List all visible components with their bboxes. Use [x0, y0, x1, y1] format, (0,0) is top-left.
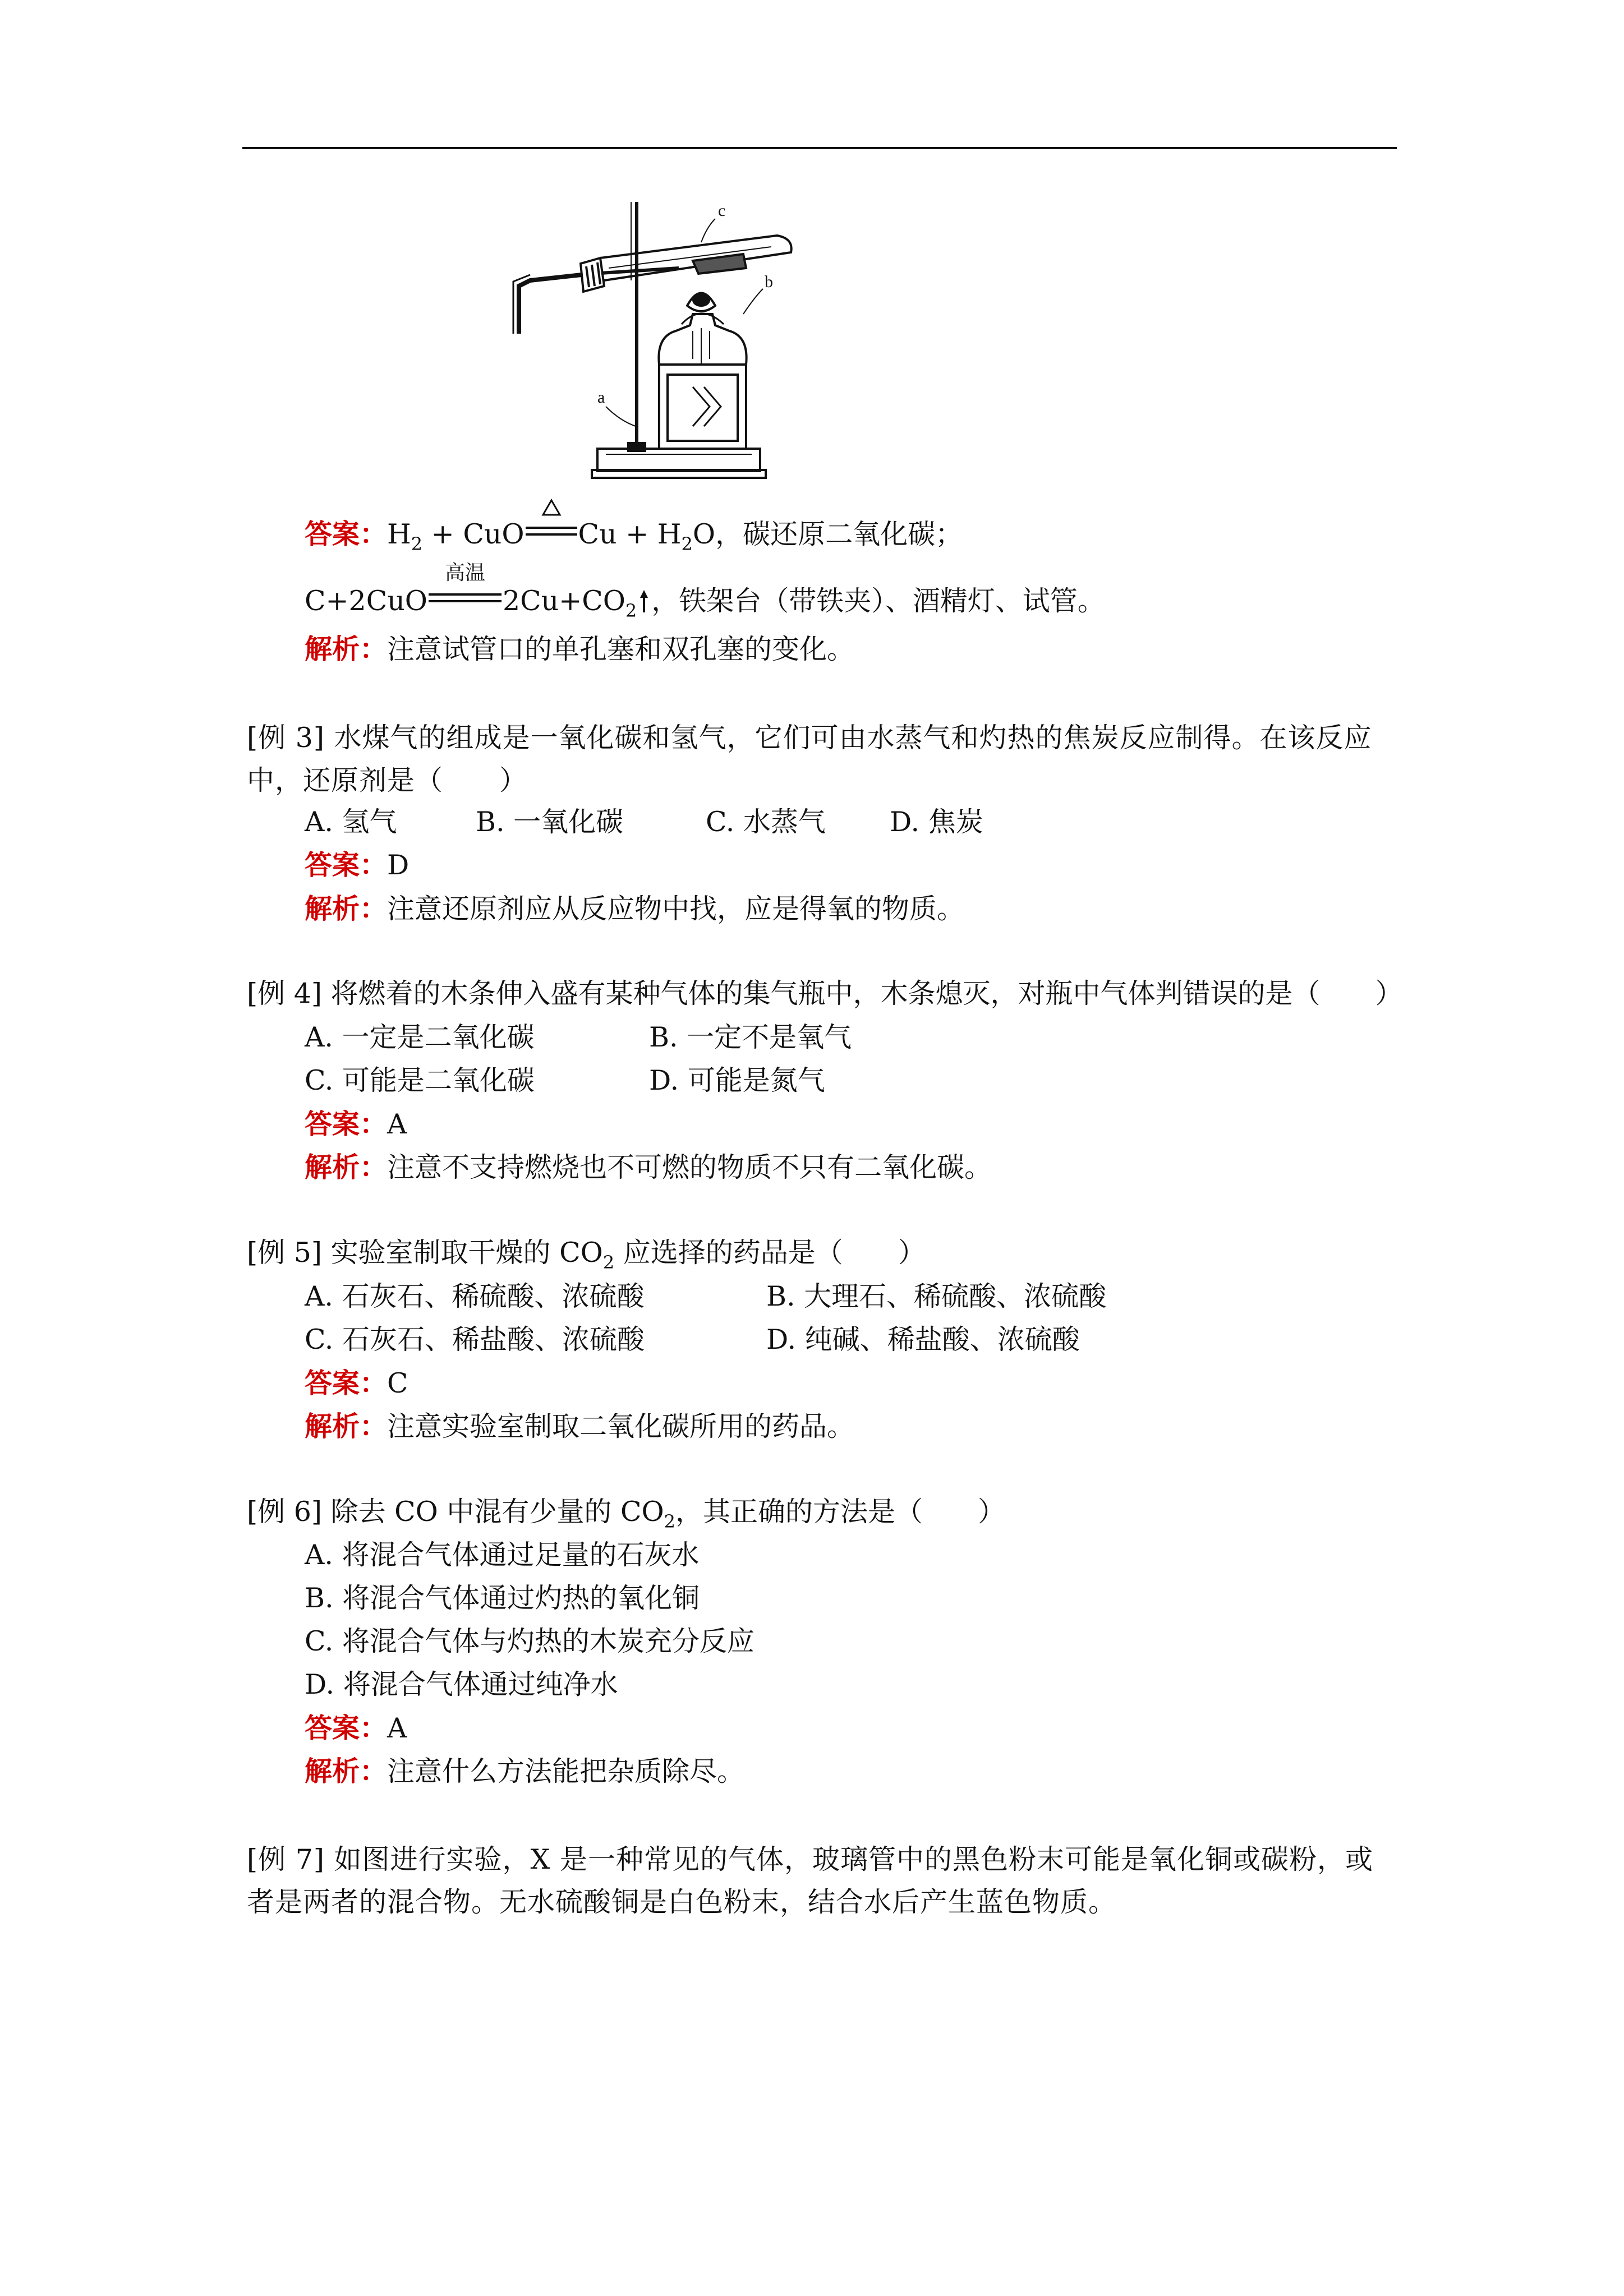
alcohol-lamp [659, 314, 746, 365]
ex3-option-a: A. 氢气 [305, 806, 397, 838]
ex5-stem: [例 5] 实验室制取干燥的 $CO_2$ 应选择的药品是（ ） [247, 1237, 926, 1273]
ex5-option-c: C. 石灰石、稀盐酸、浓硫酸 [305, 1324, 645, 1356]
ex3-option-d: D. 焦炭 [890, 806, 983, 838]
ex5-analysis: 解析：注意实验室制取二氧化碳所用的药品。 [305, 1410, 855, 1442]
heat-triangle-icon [541, 499, 562, 517]
answer-label: 答案： [305, 518, 388, 550]
condition-label: 高温 [444, 561, 485, 584]
ex6-answer: 答案：A [305, 1712, 407, 1744]
ex6-stem: [例 6] 除去 CO 中混有少量的 $CO_2$，其正确的方法是（ ） [247, 1496, 1005, 1532]
ex6-option-a: A. 将混合气体通过足量的石灰水 [305, 1539, 700, 1571]
ex5-option-a: A. 石灰石、稀硫酸、浓硫酸 [305, 1280, 645, 1312]
ex6-option-d: D. 将混合气体通过纯净水 [305, 1668, 618, 1700]
ex2-answer-line2: C+2CuO 高温 $2Cu+CO_2$ ，铁架台（带铁夹）、酒精灯、试管。 [305, 561, 1105, 621]
header-rule [242, 147, 1397, 149]
ex3-answer: 答案：D [305, 849, 410, 881]
ex4-analysis: 解析：注意不支持燃烧也不可燃的物质不只有二氧化碳。 [305, 1151, 992, 1183]
ex7-stem: [例 7] 如图进行实验，X 是一种常见的气体，玻璃管中的黑色粉末可能是氧化铜或碳粉，或者是两者的混合物。无水硫酸铜是白色粉末，结合水后产生蓝色物质。 [247, 1843, 1374, 1918]
apparatus-figure [508, 196, 811, 488]
ex4-option-a: A. 一定是二氧化碳 [305, 1021, 535, 1053]
ex4-stem: [例 4] 将燃着的木条伸入盛有某种气体的集气瓶中，木条熄灭，对瓶中气体判错误的是（ ） [247, 978, 1403, 1009]
ex3-option-b: B. 一氧化碳 [476, 806, 624, 838]
label-b: b [765, 273, 773, 291]
ex4-option-b: B. 一定不是氧气 [649, 1021, 852, 1053]
ex4-option-d: D. 可能是氮气 [649, 1064, 825, 1096]
ex3-stem: [例 3] 水煤气的组成是一氧化碳和氢气，它们可由水蒸气和灼热的焦炭反应制得。在该反应中，还原剂是（ ） [247, 722, 1372, 796]
ex3-analysis: 解析：注意还原剂应从反应物中找，应是得氧的物质。 [305, 892, 965, 925]
ex6-analysis: 解析：注意什么方法能把杂质除尽。 [305, 1755, 745, 1787]
equals-heat-sign [526, 519, 577, 541]
equals-high-temp-sign [429, 561, 502, 608]
ex4-option-c: C. 可能是二氧化碳 [305, 1064, 535, 1096]
label-c: c [718, 201, 726, 220]
stand-base [597, 449, 760, 471]
ex2-analysis: 解析：注意试管口的单孔塞和双孔塞的变化。 [305, 633, 855, 665]
ex2-answer-line1: 答案：$H_2$ + CuO $Cu + H_2O$，碳还原二氧化碳； [305, 516, 963, 562]
ex3-option-c: C. 水蒸气 [706, 806, 826, 838]
test-tube [600, 236, 792, 280]
ex4-answer: 答案：A [305, 1108, 407, 1140]
ex6-option-b: B. 将混合气体通过灼热的氧化铜 [305, 1582, 700, 1614]
ex5-answer: 答案：C [305, 1367, 408, 1399]
label-a: a [597, 388, 605, 407]
delivery-tube [519, 274, 592, 334]
ex5-option-b: B. 大理石、稀硫酸、浓硫酸 [766, 1280, 1107, 1312]
ex5-option-d: D. 纯碱、稀盐酸、浓硫酸 [766, 1324, 1080, 1356]
gas-arrow-up-icon [639, 589, 649, 614]
ex6-option-c: C. 将混合气体与灼热的木炭充分反应 [305, 1625, 755, 1657]
